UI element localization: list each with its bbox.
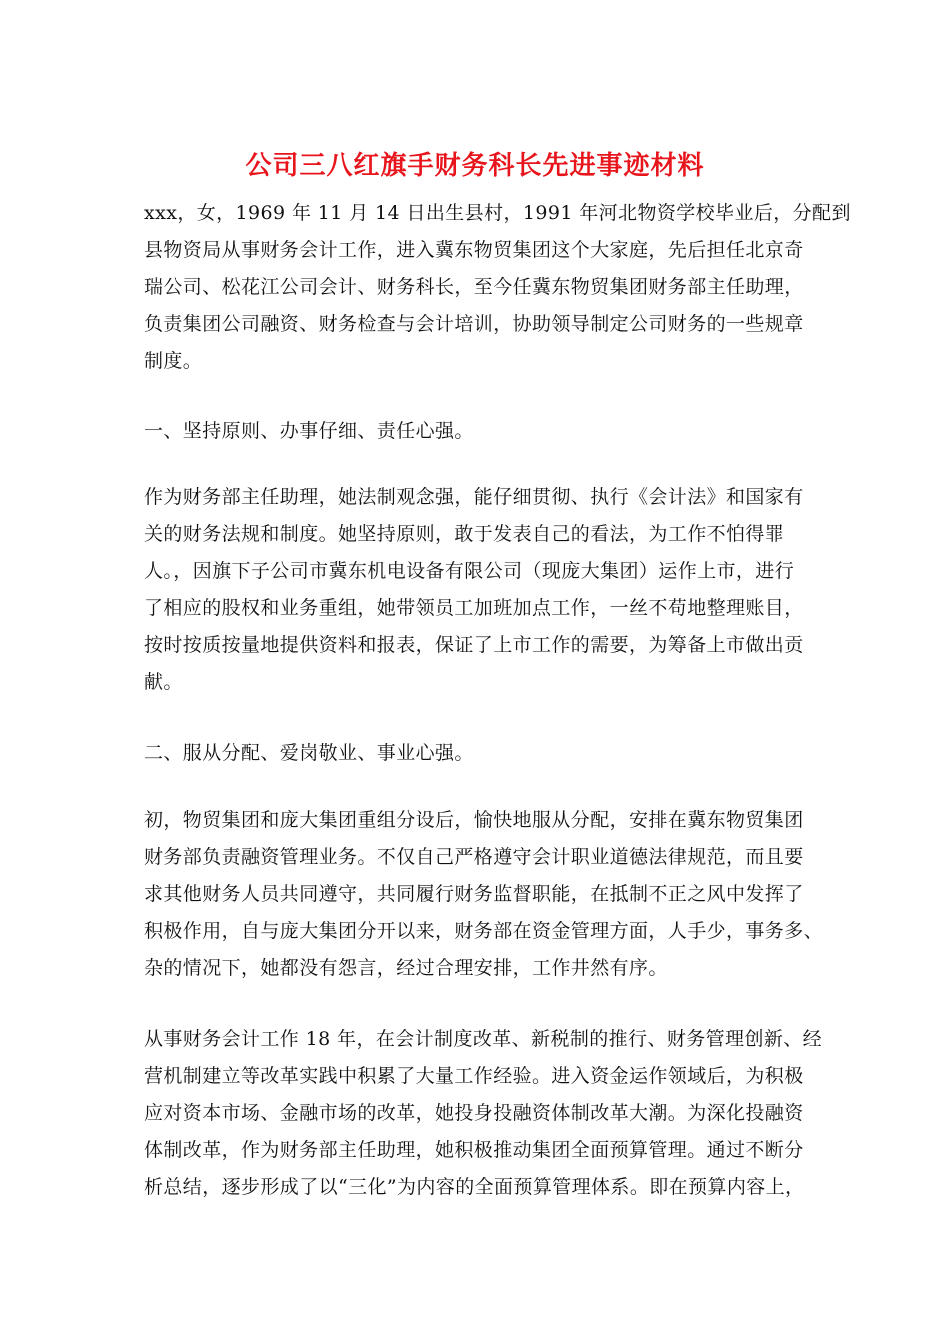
text-line: 营机制建立等改革实践中积累了大量工作经验。进入资金运作领域后，为积极: [144, 1065, 804, 1087]
text-line: 关的财务法规和制度。她坚持原则，敢于发表自己的看法，为工作不怕得罪: [144, 523, 785, 545]
text-line: 析总结，逐步形成了以“三化”为内容的全面预算管理体系。即在预算内容上，: [144, 1176, 805, 1198]
text-line: xxx，女，1969 年 11 月 14 日出生县村，1991 年河北物资学校毕业后，分配到: [144, 202, 851, 224]
text-line: 按时按质按量地提供资料和报表，保证了上市工作的需要，为筹备上市做出贡: [144, 634, 804, 656]
text-line: 应对资本市场、金融市场的改革，她投身投融资体制改革大潮。为深化投融资: [144, 1102, 804, 1124]
text-line: 一、坚持原则、办事仔细、责任心强。: [144, 420, 474, 442]
text-line: 杂的情况下，她都没有怨言，经过合理安排，工作井然有序。: [144, 957, 668, 979]
text-line: 作为财务部主任助理，她法制观念强，能仔细贯彻、执行《会计法》和国家有: [144, 486, 804, 508]
paragraph-section-2: [144, 802, 824, 987]
text-line: 县物资局从事财务会计工作，进入冀东物贸集团这个大家庭，先后担任北京奇: [144, 239, 804, 261]
text-line: 从事财务会计工作 18 年，在会计制度改革、新税制的推行、财务管理创新、经: [144, 1028, 823, 1050]
text-line: 初，物贸集团和庞大集团重组分设后，愉快地服从分配，安排在冀东物贸集团: [144, 809, 804, 831]
text-line: 献。: [144, 671, 183, 693]
text-line: 了相应的股权和业务重组，她带领员工加班加点工作，一丝不苟地整理账目，: [144, 597, 804, 619]
section-heading-1: [144, 413, 808, 450]
text-line: 积极作用，自与庞大集团分开以来，财务部在资金管理方面，人手少，事务多、: [144, 920, 824, 942]
text-line: 二、服从分配、爱岗敬业、事业心强。: [144, 742, 474, 764]
text-line: 负责集团公司融资、财务检查与会计培训，协助领导制定公司财务的一些规章: [144, 313, 804, 335]
text-line: 体制改革，作为财务部主任助理，她积极推动集团全面预算管理。通过不断分: [144, 1139, 804, 1161]
paragraph-intro: [144, 195, 851, 380]
document-title: 公司三八红旗手财务科长先进事迹材料: [245, 151, 705, 181]
text-line: 制度。: [144, 350, 203, 372]
text-line: 人。，因旗下子公司市冀东机电设备有限公司（现庞大集团）运作上市，进行: [144, 560, 795, 582]
text-line: 瑞公司、松花江公司会计、财务科长，至今任冀东物贸集团财务部主任助理，: [144, 276, 804, 298]
paragraph-experience: [144, 1021, 823, 1206]
text-line: 财务部负责融资管理业务。不仅自己严格遵守会计职业道德法律规范，而且要: [144, 846, 804, 868]
section-heading-2: [144, 735, 808, 772]
text-line: 求其他财务人员共同遵守，共同履行财务监督职能，在抵制不正之风中发挥了: [144, 883, 804, 905]
paragraph-section-1: [144, 479, 808, 701]
